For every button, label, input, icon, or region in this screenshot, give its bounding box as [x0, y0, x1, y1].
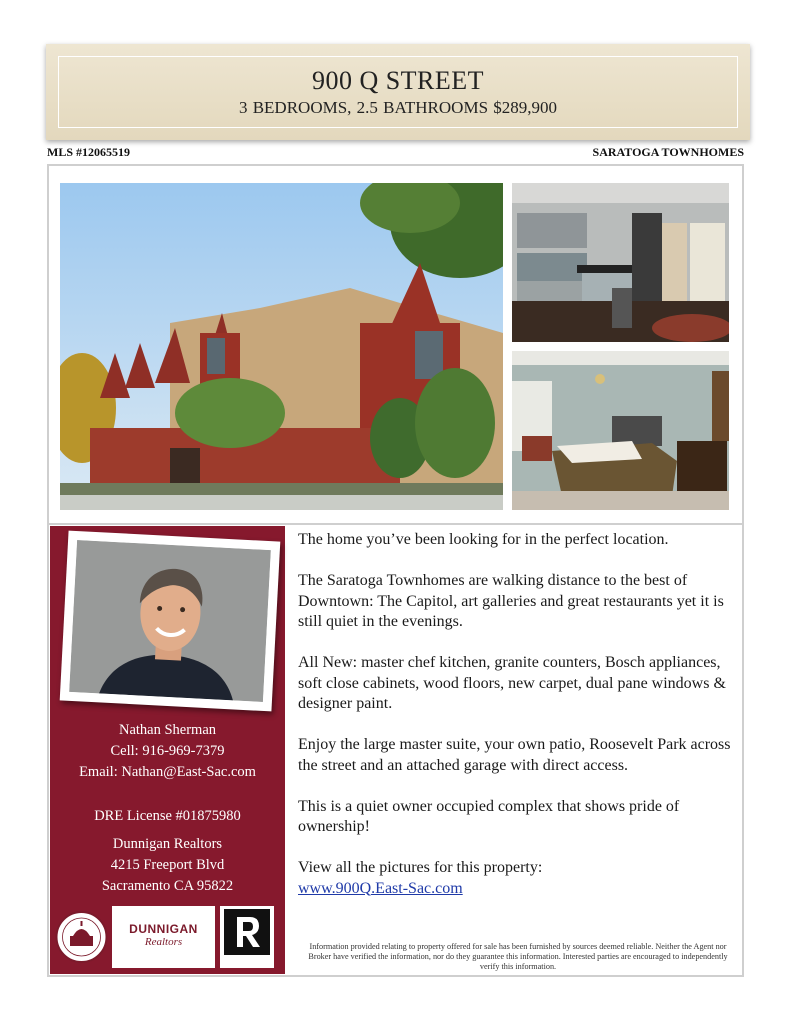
property-address: 900 Q STREET [311, 66, 485, 95]
divider [47, 523, 744, 525]
agent-name: Nathan Sherman [118, 722, 217, 738]
header-banner [46, 44, 750, 140]
header-banner-frame [58, 56, 738, 128]
mls-number: MLS #12065519 [47, 145, 131, 159]
brokerage-street: 4215 Freeport Blvd [110, 857, 225, 873]
agent-brokerage [50, 806, 285, 897]
property-description [298, 530, 738, 899]
description-features: All New: master chef kitchen, granite counters, Bosch appliances, soft close cabinets, wood floors, new carpet, dual pane windows & designer paint. [298, 654, 726, 712]
agent-contact [50, 720, 285, 783]
agent-photo [60, 531, 281, 712]
dunnigan-logo-sub: Realtors [144, 936, 183, 948]
kitchen-photo [512, 183, 729, 342]
property-website-link[interactable]: www.900Q.East-Sac.com [298, 879, 463, 897]
pictures-link-lead: View all the pictures for this property: [298, 859, 543, 876]
realtor-logo [220, 906, 274, 968]
dunnigan-logo-name: DUNNIGAN [129, 922, 198, 936]
description-community: This is a quiet owner occupied complex that shows pride of ownership! [298, 797, 680, 835]
description-location: The Saratoga Townhomes are walking distance to the best of Downtown: The Capitol, art galleries and great restaurants yet it is still quiet in the evenings. [298, 572, 724, 630]
bedroom-photo [512, 351, 729, 510]
agent-cell: Cell: 916-969-7379 [110, 743, 225, 759]
description-amenities: Enjoy the large master suite, your own patio, Roosevelt Park across the street and an attached garage with direct access. [298, 736, 731, 774]
description-intro: The home you’ve been looking for in the perfect location. [298, 531, 669, 548]
brokerage-city: Sacramento CA 95822 [101, 878, 234, 894]
agent-license: DRE License #01875980 [94, 808, 241, 824]
legal-disclaimer: Information provided relating to property offered for sale has been furnished by sources deemed reliable. Neither the Agent nor Broker have verified the information, nor do they guarantee this information. Interested parties are encouraged to independently verify this information. [308, 942, 728, 971]
dunnigan-logo [112, 906, 215, 968]
brokerage-name: Dunnigan Realtors [112, 836, 223, 852]
exterior-photo [60, 183, 503, 510]
agent-email: Email: Nathan@East-Sac.com [79, 764, 256, 780]
masters-club-logo [55, 906, 108, 968]
complex-name: SARATOGA TOWNHOMES [592, 145, 744, 159]
property-summary: 3 BEDROOMS, 2.5 BATHROOMS $289,900 [238, 98, 558, 117]
